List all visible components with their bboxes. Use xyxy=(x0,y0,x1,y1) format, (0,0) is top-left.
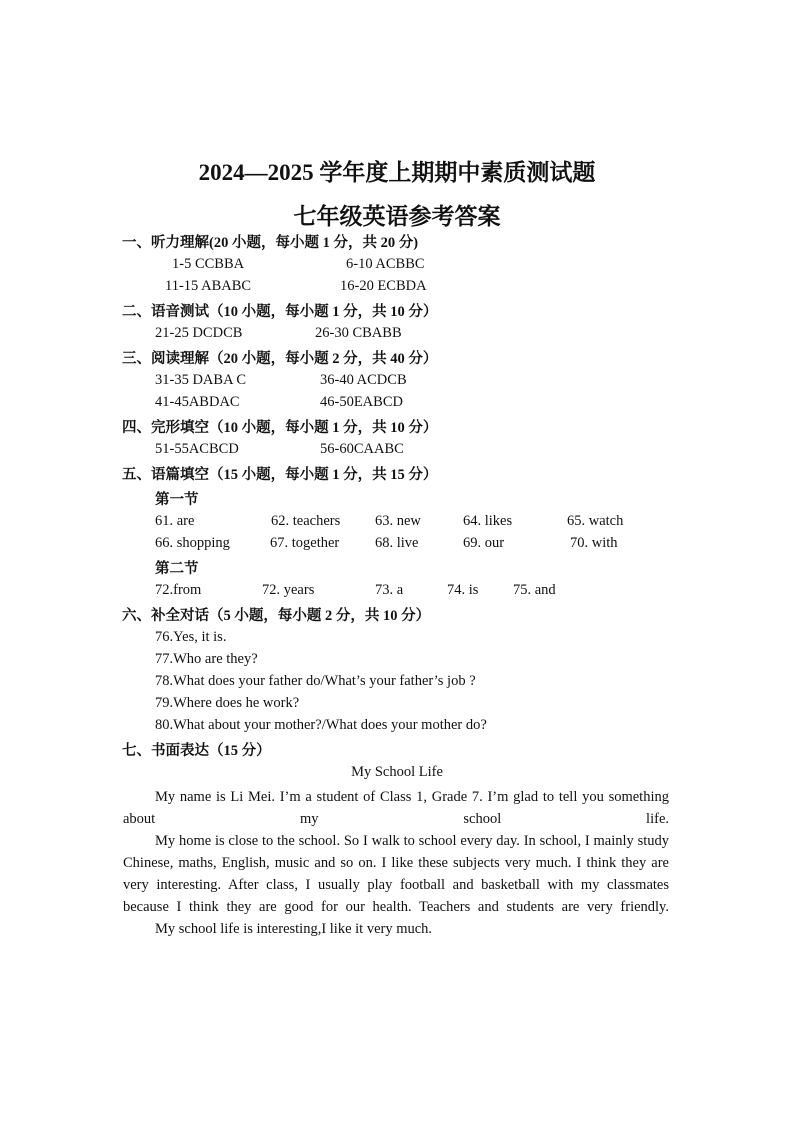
answer-26-30: 26-30 CBABB xyxy=(315,325,402,341)
answer-64: 64. likes xyxy=(463,513,513,529)
dialogue-answer-78: 78.What does your father do/What’s your father’s job ? xyxy=(155,673,476,689)
answer-11-15: 11-15 ABABC xyxy=(165,278,252,294)
answer-41-45: 41-45ABDAC xyxy=(155,394,240,410)
answer-73: 73. a xyxy=(375,582,404,598)
answer-70: 70. with xyxy=(570,535,618,551)
dialogue-answer-80: 80.What about your mother?/What does your mother do? xyxy=(155,717,487,733)
dialogue-answer-76: 76.Yes, it is. xyxy=(155,629,227,645)
answer-16-20: 16-20 ECBDA xyxy=(340,278,427,294)
section-passage-fill-heading: 五、语篇填空（15 小题，每小题 1 分，共 15 分） xyxy=(122,467,438,483)
answer-66: 66. shopping xyxy=(155,535,230,551)
dialogue-answer-79: 79.Where does he work? xyxy=(155,695,300,711)
answer-72-years: 72. years xyxy=(262,582,315,598)
answer-74: 74. is xyxy=(447,582,479,598)
answer-75: 75. and xyxy=(513,582,556,598)
essay-paragraph-1: My name is Li Mei. I’m a student of Class 1, Grade 7. I’m glad to tell you something about my school life. xyxy=(123,789,669,827)
answer-56-60: 56-60CAABC xyxy=(320,441,404,457)
essay-title: My School Life xyxy=(351,764,443,780)
exam-title: 2024—2025 学年度上期期中素质测试题 xyxy=(198,160,596,185)
answer-69: 69. our xyxy=(463,535,505,551)
answer-67: 67. together xyxy=(270,535,340,551)
answer-46-50: 46-50EABCD xyxy=(320,394,403,410)
answer-1-5: 1-5 CCBBA xyxy=(172,256,245,272)
section-writing-heading: 七、书面表达（15 分） xyxy=(122,743,271,759)
essay-paragraph-2: My home is close to the school. So I walk to school every day. In school, I mainly study Chinese, maths, English, music and so on. I like these subjects very much. I think they are very interesting. After class, I usually play football and basketball with my classmates because I think they are good for our health. Teachers and students are very friendly. xyxy=(123,833,669,915)
answer-62: 62. teachers xyxy=(271,513,341,529)
part-two-heading: 第二节 xyxy=(155,561,199,577)
essay-paragraph-3: My school life is interesting,I like it very much. xyxy=(155,921,433,937)
section-listening-heading: 一、听力理解(20 小题，每小题 1 分，共 20 分) xyxy=(122,235,419,251)
answer-65: 65. watch xyxy=(567,513,624,529)
answer-72: 72.from xyxy=(155,582,202,598)
sample-essay xyxy=(123,786,669,940)
section-dialogue-heading: 六、补全对话（5 小题，每小题 2 分，共 10 分） xyxy=(122,608,431,624)
answer-63: 63. new xyxy=(375,513,421,529)
answer-21-25: 21-25 DCDCB xyxy=(155,325,243,341)
answer-51-55: 51-55ACBCD xyxy=(155,441,239,457)
section-cloze-heading: 四、完形填空（10 小题，每小题 1 分，共 10 分） xyxy=(122,420,438,436)
answer-36-40: 36-40 ACDCB xyxy=(320,372,407,388)
answer-31-35: 31-35 DABA C xyxy=(155,372,247,388)
dialogue-answer-77: 77.Who are they? xyxy=(155,651,258,667)
answer-key-title: 七年级英语参考答案 xyxy=(293,204,501,229)
answer-68: 68. live xyxy=(375,535,419,551)
section-reading-heading: 三、阅读理解（20 小题，每小题 2 分，共 40 分） xyxy=(122,351,438,367)
section-phonetics-heading: 二、语音测试（10 小题，每小题 1 分，共 10 分） xyxy=(122,304,438,320)
part-one-heading: 第一节 xyxy=(155,492,199,508)
answer-6-10: 6-10 ACBBC xyxy=(346,256,425,272)
answer-61: 61. are xyxy=(155,513,195,529)
